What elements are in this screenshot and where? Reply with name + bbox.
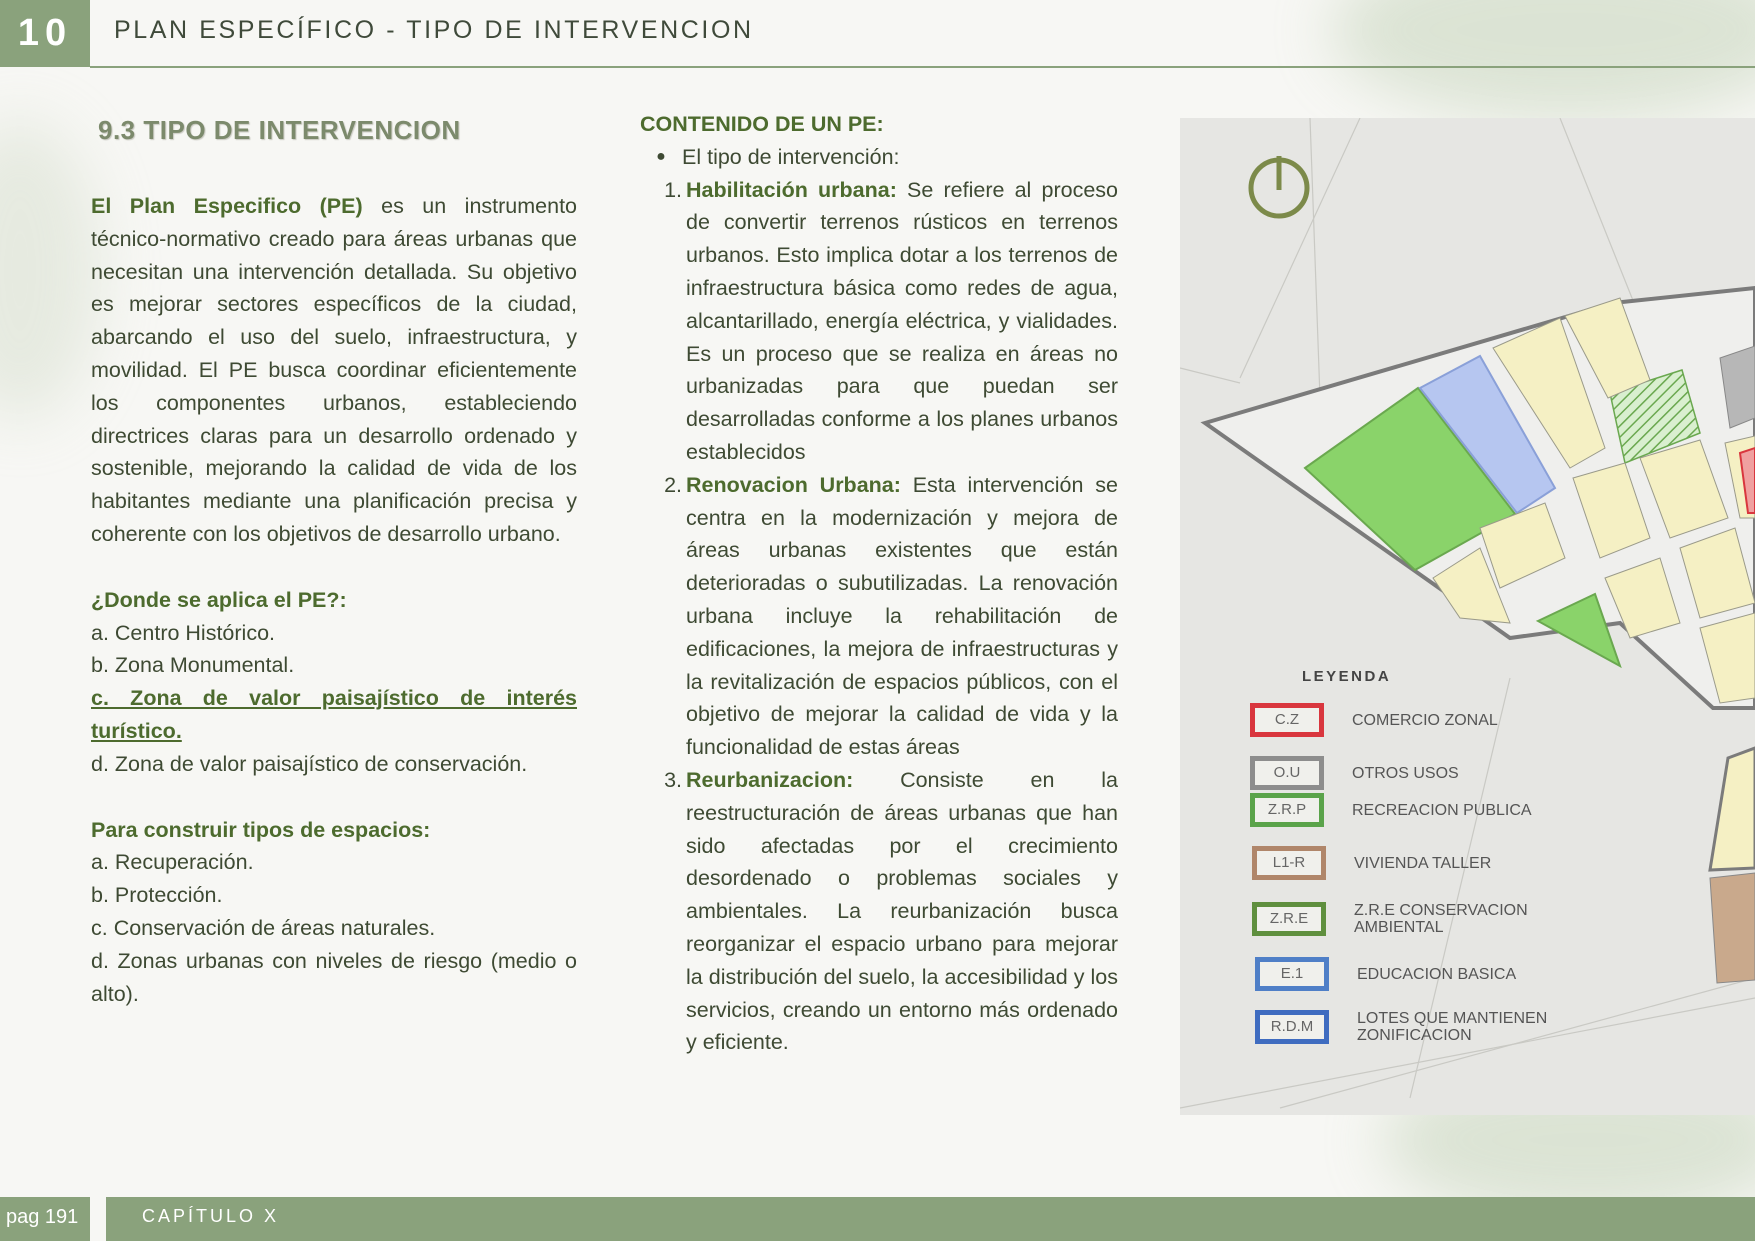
item-text: Esta intervención se centra en la modernización y mejora de áreas urbanas existentes que están deterioradas o subutilizadas. La renovación urbana incluye la rehabilitación de edificaciones, la mejora de infraestructuras y la revitalización de espacios públicos, con el objetivo de mejorar la calidad de vida y la funcionalidad de estas áreas xyxy=(686,472,1118,760)
chapter-number: 10 xyxy=(17,12,73,54)
legend-item xyxy=(1252,846,1584,880)
legend-item xyxy=(1250,703,1582,737)
legend-label: EDUCACION BASICA xyxy=(1357,965,1517,983)
build-item: a. Recuperación. xyxy=(91,850,254,875)
legend-label: LOTES QUE MANTIENEN ZONIFICACION xyxy=(1357,1010,1548,1044)
page-number: pag 191 xyxy=(6,1206,79,1228)
build-item: b. Protección. xyxy=(91,883,223,908)
where-item-highlighted: c. Zona de valor paisajístico de interés turístico. xyxy=(91,686,577,743)
legend-label: VIVIENDA TALLER xyxy=(1354,854,1492,872)
item-number: 2. xyxy=(664,472,682,497)
left-column xyxy=(91,190,577,1010)
chapter-number-box xyxy=(0,0,90,67)
build-heading: Para construir tipos de espacios: xyxy=(91,817,431,842)
intro-text: es un instrumento técnico-normativo creado para áreas urbanas que necesitan una intervención detallada. Su objetivo es mejorar sectores específicos de la ciudad, abarcando el uso del suelo, infraestructura, y movilidad. El PE busca coordinar eficientemente los componentes urbanos, estableciendo directrices claras para un desarrollo ordenado y sostenible, mejorando la calidad de vida de los habitantes mediante una planificación precisa y coherente con los objetivos de desarrollo urbano. xyxy=(91,194,577,546)
legend-swatch: C.Z xyxy=(1250,703,1324,737)
page-header-title: PLAN ESPECÍFICO - TIPO DE INTERVENCION xyxy=(114,16,754,44)
legend-item xyxy=(1255,957,1587,991)
intervention-item xyxy=(640,764,1118,1059)
item-title: Habilitación urbana: xyxy=(686,177,897,202)
item-text: Se refiere al proceso de convertir terrenos rústicos en terrenos urbanos. Esto implica dotar a los terrenos de infraestructura básica como redes de agua, alcantarillado, energía eléctrica, y vialidades. Es un proceso que se realiza en áreas no urbanizadas para que puedan ser desarrolladas conforme a los planes urbanos establecidos xyxy=(686,177,1118,464)
item-title: Renovacion Urbana: xyxy=(686,472,901,497)
legend-item xyxy=(1252,902,1584,936)
legend-label: OTROS USOS xyxy=(1352,764,1459,782)
legend-swatch: E.1 xyxy=(1255,957,1329,991)
legend-swatch: Z.R.E xyxy=(1252,902,1326,936)
item-number: 3. xyxy=(664,767,682,792)
legend-item xyxy=(1250,756,1582,790)
legend-swatch: R.D.M xyxy=(1255,1010,1329,1044)
intervention-item xyxy=(640,469,1118,764)
chapter-label: CAPÍTULO X xyxy=(142,1206,280,1226)
where-item: d. Zona de valor paisajístico de conservación. xyxy=(91,751,528,776)
legend-swatch: L1-R xyxy=(1252,846,1326,880)
intro-paragraph xyxy=(91,190,577,551)
bullet-icon: ● xyxy=(656,147,666,165)
where-item: a. Centro Histórico. xyxy=(91,620,276,645)
legend-label: Z.R.E CONSERVACION AMBIENTAL xyxy=(1354,902,1528,936)
middle-column xyxy=(640,108,1118,1059)
item-title: Reurbanizacion: xyxy=(686,767,854,792)
legend-swatch: O.U xyxy=(1250,756,1324,790)
build-item: d. Zonas urbanas con niveles de riesgo (medio o alto). xyxy=(91,948,577,1006)
legend-label: COMERCIO ZONAL xyxy=(1352,711,1498,729)
header-divider xyxy=(90,66,1755,68)
legend-item xyxy=(1255,1010,1587,1044)
legend-label: RECREACION PUBLICA xyxy=(1352,801,1532,819)
background-wash xyxy=(1330,0,1755,120)
item-number: 1. xyxy=(664,177,682,202)
legend-title: LEYENDA xyxy=(1302,668,1392,685)
build-item: c. Conservación de áreas naturales. xyxy=(91,915,436,940)
item-text: Consiste en la reestructuración de áreas urbanas que han sido afectadas por el crecimiento desordenado o problemas sociales y ambientales. La reurbanización busca reorganizar el espacio urbano para mejorar la distribución del suelo, la accesibilidad y los servicios, creando un entorno más ordenado y eficiente. xyxy=(686,767,1118,1055)
background-wash xyxy=(0,120,100,420)
bullet-text: El tipo de intervención: xyxy=(682,144,900,169)
intro-bold: El Plan Especifico (PE) xyxy=(91,194,363,218)
where-item: b. Zona Monumental. xyxy=(91,653,295,678)
intervention-item xyxy=(640,174,1118,469)
legend-swatch: Z.R.P xyxy=(1250,793,1324,827)
north-arrow-icon xyxy=(1251,156,1307,216)
footer-gap xyxy=(90,1197,106,1241)
where-heading: ¿Donde se aplica el PE?: xyxy=(91,587,347,612)
section-title: 9.3 TIPO DE INTERVENCION xyxy=(98,115,461,145)
legend-item xyxy=(1250,793,1582,827)
contenido-bullet xyxy=(640,141,1118,174)
contenido-heading: CONTENIDO DE UN PE: xyxy=(640,112,884,136)
